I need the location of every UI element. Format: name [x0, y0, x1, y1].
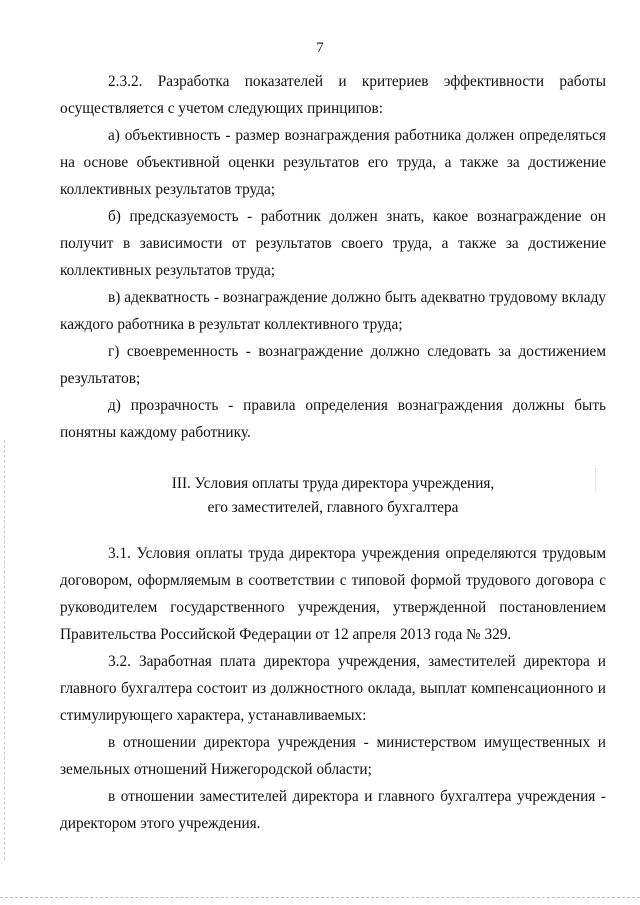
- document-body: [60, 68, 606, 837]
- scan-edge-bottom: [0, 897, 640, 899]
- section-heading-line-1: III. Условия оплаты труда директора учреждения,: [171, 475, 495, 492]
- paragraph-principle-v: в) адекватность - вознаграждение должно быть адекватно трудовому вкладу каждого работника в результат коллективного труда;: [60, 289, 606, 333]
- paragraph-3-1: 3.1. Условия оплаты труда директора учреждения определяются трудовым договором, оформляемым в соответствии с типовой формой трудового договора с руководителем государственного учреждения, утвержденной постановлением Правительства Российской Федерации от 12 апреля 2013 года № 329.: [60, 545, 606, 643]
- section-heading-line-2: его заместителей, главного бухгалтера: [207, 499, 459, 516]
- paragraph-principle-g: г) своевременность - вознаграждение должно следовать за достижением результатов;: [60, 343, 606, 387]
- scan-edge-left: [4, 440, 6, 860]
- paragraph-deputies-authority: в отношении заместителей директора и главного бухгалтера учреждения - директором этого учреждения.: [60, 788, 606, 832]
- paragraph-principle-a: а) объективность - размер вознаграждения работника должен определяться на основе объективной оценки результатов его труда, а также за достижение коллективных результатов труда;: [60, 127, 606, 198]
- paragraph-2-3-2: 2.3.2. Разработка показателей и критериев эффективности работы осуществляется с учетом следующих принципов:: [60, 73, 606, 117]
- page-number: 7: [316, 40, 324, 56]
- section-heading: [60, 472, 606, 520]
- paragraph-principle-b: б) предсказуемость - работник должен знать, какое вознаграждение он получит в зависимости от результатов своего труда, а также за достижение коллективных результатов труда;: [60, 208, 606, 279]
- paragraph-principle-d: д) прозрачность - правила определения вознаграждения должны быть понятны каждому работнику.: [60, 397, 606, 441]
- paragraph-3-2: 3.2. Заработная плата директора учреждения, заместителей директора и главного бухгалтера состоит из должностного оклада, выплат компенсационного и стимулирующего характера, устанавливаемых:: [60, 653, 606, 724]
- paragraph-director-authority: в отношении директора учреждения - министерством имущественных и земельных отношений Нижегородской области;: [60, 734, 606, 778]
- scan-mark: [595, 468, 602, 492]
